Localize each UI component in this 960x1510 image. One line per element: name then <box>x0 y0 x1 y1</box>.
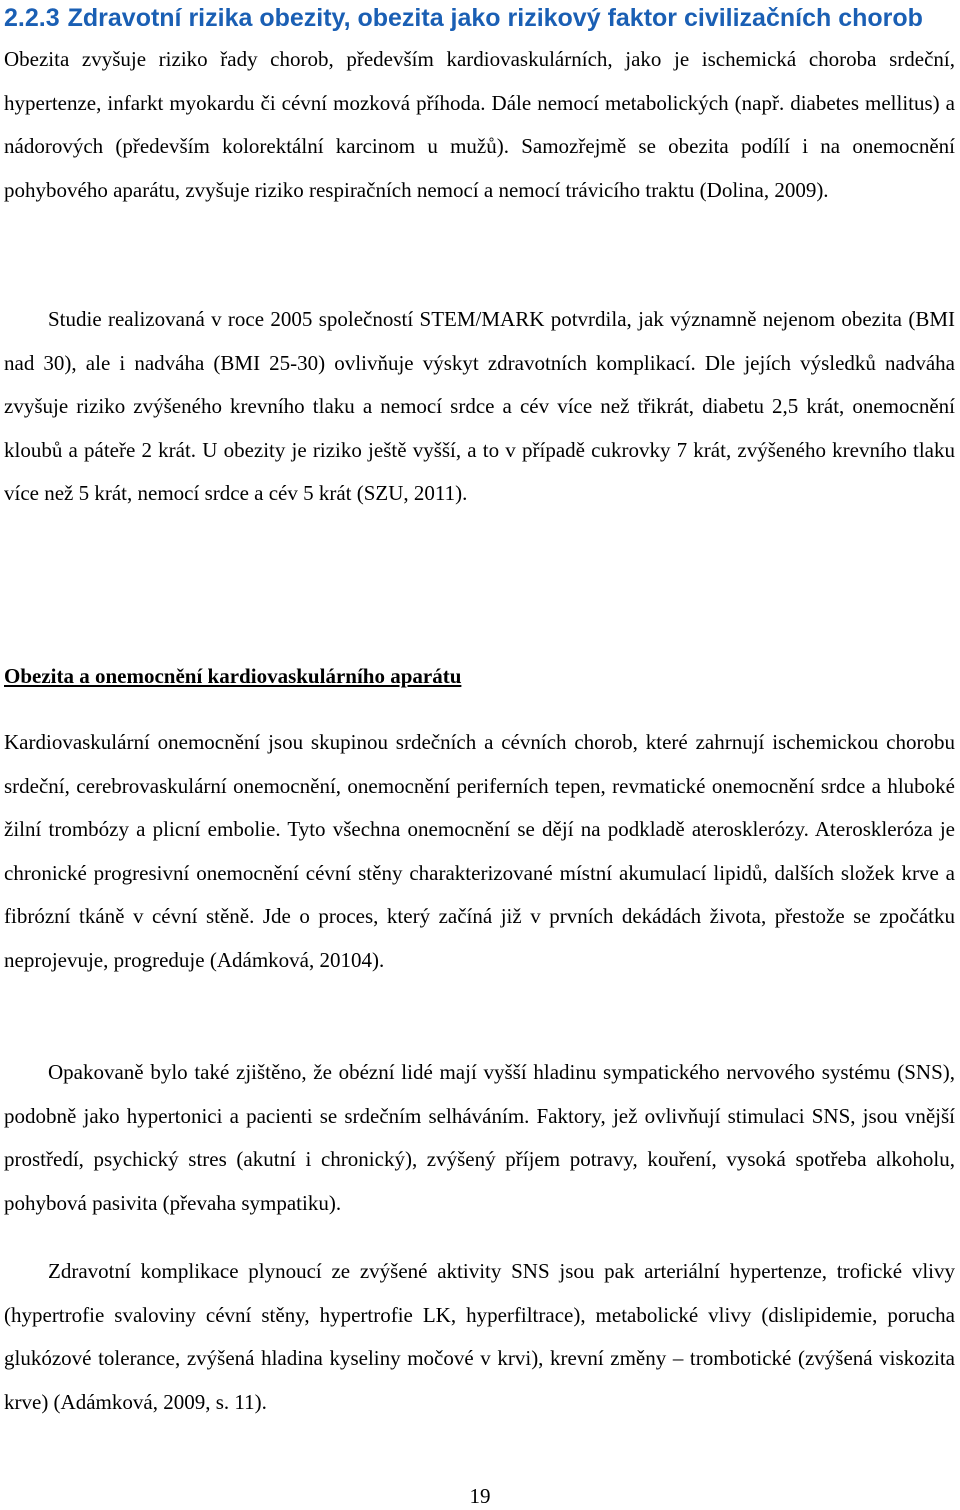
paragraph-sns-complications: Zdravotní komplikace plynoucí ze zvýšené aktivity SNS jsou pak arteriální hypertenze, trofické vlivy (hypertrofie svaloviny cévní stěny, hypertrofie LK, hyperfiltrace), metabolické vlivy (dislipidemie, porucha glukózové tolerance, zvýšená hladina kyseliny močové v krvi), krevní změny – trombotické (zvýšená viskozita krve) (Adámková, 2009, s. 11). <box>4 1259 955 1414</box>
section-title: Zdravotní rizika obezity, obezita jako rizikový faktor civilizačních chorob <box>67 4 923 32</box>
paragraph-obesity-risks: Obezita zvyšuje riziko řady chorob, především kardiovaskulárních, jako je ischemická choroba srdeční, hypertenze, infarkt myokardu či cévní mozková příhoda. Dále nemocí metabolických (např. diabetes mellitus) a nádorových (především kolorektální karcinom u mužů). Samozřejmě se obezita podílí i na onemocnění pohybového aparátu, zvyšuje riziko respiračních nemocí a nemocí trávicího traktu (Dolina, 2009). <box>4 47 955 202</box>
subsection-title: Obezita a onemocnění kardiovaskulárního aparátu <box>4 664 462 688</box>
section-heading <box>4 4 956 32</box>
paragraph-stem-mark-study: Studie realizovaná v roce 2005 společností STEM/MARK potvrdila, jak významně nejenom obezita (BMI nad 30), ale i nadváha (BMI 25-30) ovlivňuje výskyt zdravotních komplikací. Dle jejích výsledků nadváha zvyšuje riziko zvýšeného krevního tlaku a nemocí srdce a cév více než třikrát, diabetu 2,5 krát, onemocnění kloubů a páteře 2 krát. U obezity je riziko ještě vyšší, a to v případě cukrovky 7 krát, zvýšeného krevního tlaku více než 5 krát, nemocí srdce a cév 5 krát (SZU, 2011). <box>4 307 955 505</box>
paragraph-cardiovascular-diseases: Kardiovaskulární onemocnění jsou skupinou srdečních a cévních chorob, které zahrnují ischemickou chorobu srdeční, cerebrovaskulární onemocnění, onemocnění periferních tepen, revmatické onemocnění srdce a hluboké žilní trombózy a plicní embolie. Tyto všechna onemocnění se dějí na podkladě aterosklerózy. Ateroskleróza je chronické progresivní onemocnění cévní stěny charakterizované místní akumulací lipidů, dalších složek krve a fibrózní tkáně v cévní stěně. Jde o proces, který začíná již v prvních dekádách života, přestože se zpočátku neprojevuje, progreduje (Adámková, 20104). <box>4 730 955 972</box>
paragraph-sympathetic-nervous-system: Opakovaně bylo také zjištěno, že obézní lidé mají vyšší hladinu sympatického nervového systému (SNS), podobně jako hypertonici a pacienti se srdečním selháváním. Faktory, jež ovlivňují stimulaci SNS, jsou vnější prostředí, psychický stres (akutní i chronický), zvýšený příjem potravy, kouření, vysoká spotřeba alkoholu, pohybová pasivita (převaha sympatiku). <box>4 1060 955 1215</box>
page-number: 19 <box>469 1484 491 1508</box>
section-number: 2.2.3 <box>4 4 60 32</box>
